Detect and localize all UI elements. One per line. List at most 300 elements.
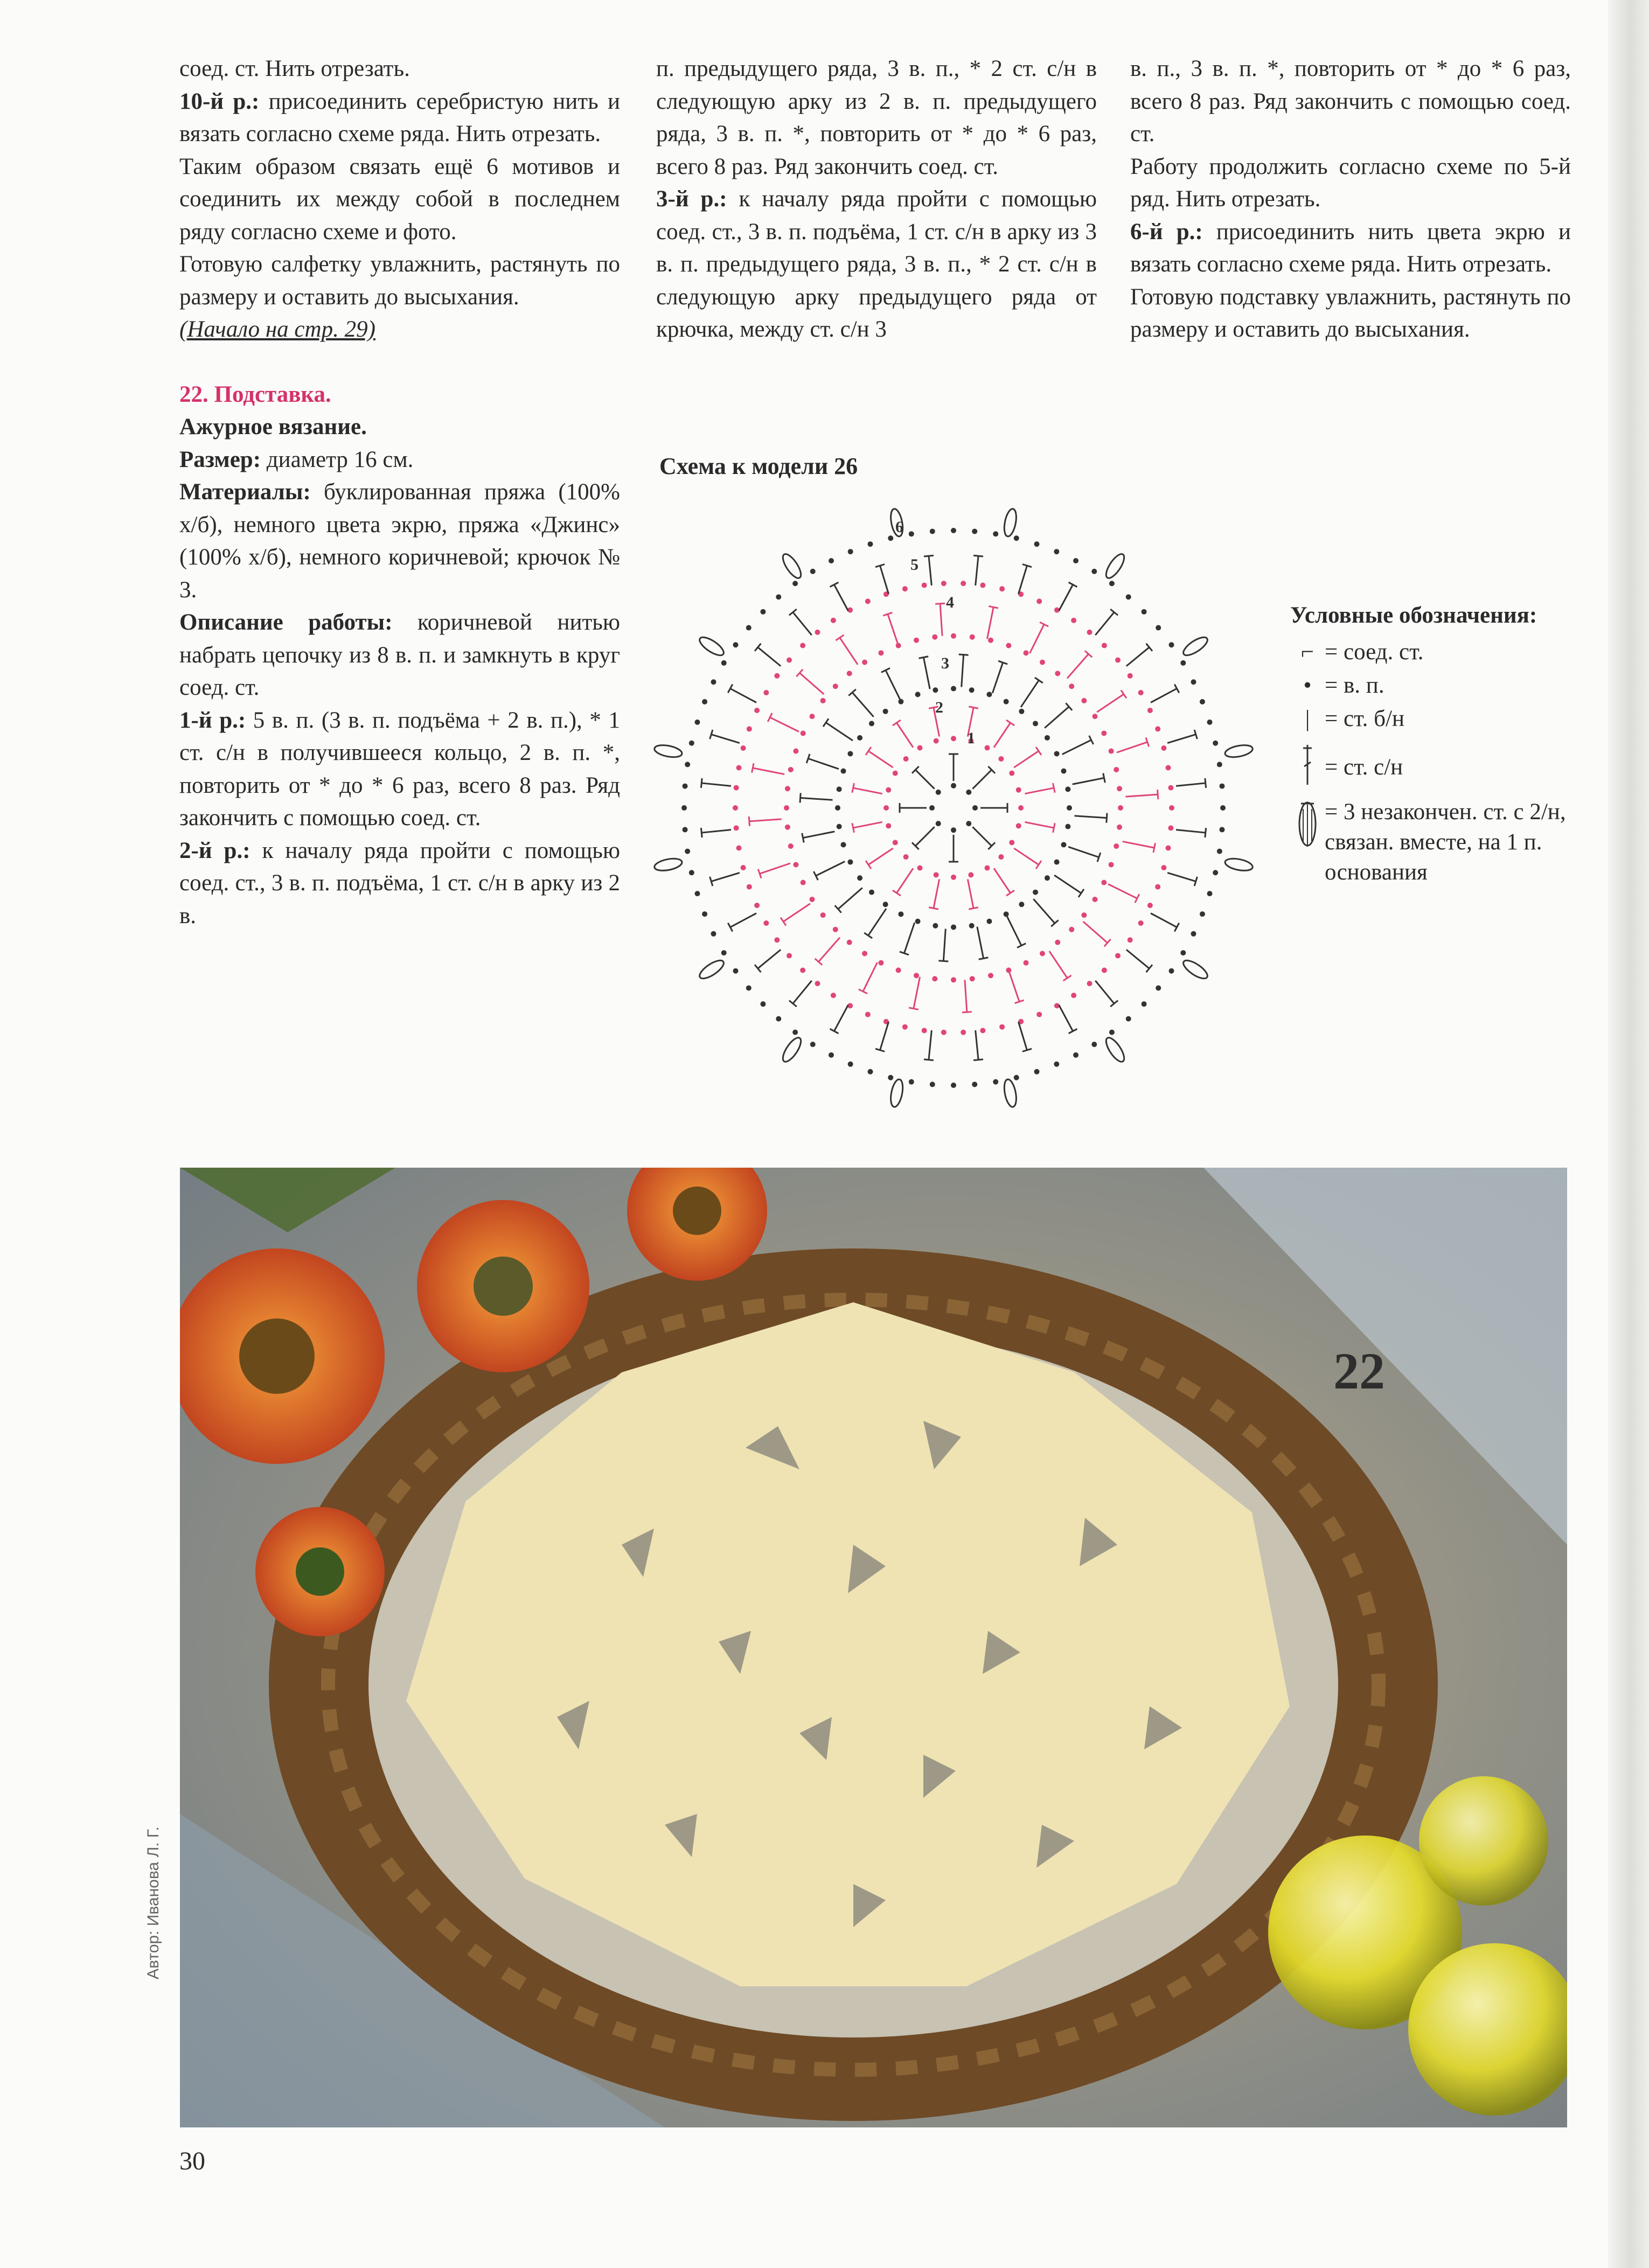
legend-dc-text: = ст. с/н (1325, 755, 1403, 780)
chain-mark (1087, 981, 1093, 986)
dc-mark (1121, 690, 1126, 698)
dc-mark (1007, 917, 1022, 946)
chain-mark (1207, 720, 1213, 725)
dc-mark (818, 938, 840, 962)
chain-mark (741, 865, 746, 870)
dc-mark (808, 758, 839, 769)
dc-mark (1151, 688, 1177, 702)
chain-mark (747, 726, 752, 731)
dc-mark (866, 747, 871, 755)
dc-mark (959, 654, 969, 655)
diagram-row-label-4: 4 (946, 594, 954, 611)
description-paragraph (179, 606, 620, 704)
chain-mark (1142, 609, 1147, 615)
coaster-photo (180, 1168, 1567, 2127)
chain-mark (1014, 535, 1019, 541)
dc-mark (840, 638, 858, 665)
chain-mark (1200, 699, 1205, 704)
dc-mark (1025, 822, 1054, 828)
double-crochet-icon (1290, 743, 1325, 794)
chain-mark (951, 686, 956, 692)
page-number: 30 (179, 2147, 205, 2175)
legend-row-chain (1290, 671, 1592, 701)
chain-mark (1147, 903, 1153, 908)
dc-mark (1036, 861, 1041, 869)
chain-mark (1091, 569, 1097, 574)
chain-mark (763, 920, 769, 926)
dc-mark (1176, 830, 1206, 833)
chain-mark (1101, 730, 1107, 736)
chain-mark (1217, 762, 1222, 767)
cluster-mark (1103, 1035, 1128, 1064)
dc-mark (1006, 720, 1014, 725)
chain-mark (903, 756, 909, 762)
chain-mark (1054, 549, 1059, 554)
dc-mark (976, 1030, 978, 1060)
chain-mark (746, 625, 752, 631)
row10-paragraph (179, 86, 620, 151)
row3-paragraph (656, 183, 1097, 346)
dc-mark (1014, 848, 1039, 865)
chain-mark (792, 581, 798, 586)
chain-mark (985, 866, 990, 871)
dc-mark (758, 647, 781, 666)
chain-mark (1014, 1075, 1019, 1080)
chain-mark (1155, 884, 1160, 890)
chain-mark (951, 736, 956, 741)
row1-text: 5 в. п. (3 в. п. подъёма + 2 в. п.), * 1 ст. с/н в получившееся кольцо, 2 в. п. *, повторить от * до * 6 раз, всего 8 раз. Ряд закончить с помощью соед. ст. (179, 707, 620, 831)
chain-mark (694, 720, 700, 725)
dc-mark (1021, 680, 1039, 707)
chain-mark (930, 1081, 935, 1087)
chain-mark (1006, 643, 1011, 648)
dc-mark (760, 863, 790, 874)
chain-mark (909, 1079, 914, 1085)
chain-mark (988, 638, 993, 643)
dc-mark (893, 890, 901, 896)
dc-mark (803, 832, 834, 838)
dc-mark (1103, 773, 1105, 783)
materials-text: буклированная пряжа (100% х/б), немного цвета экрю, пряжа «Джинс» (100% х/б), немного коричневой; крючок № 3. (179, 479, 620, 603)
chain-mark (847, 671, 852, 676)
chain-mark (1054, 860, 1060, 865)
dc-mark (752, 763, 754, 773)
dc-mark (838, 888, 862, 909)
chain-mark (980, 583, 985, 588)
dc-mark (834, 584, 848, 611)
finish-coaster-paragraph: Готовую подставку увлажнить, растянуть по размеру и оставить до высыхания. (1130, 284, 1571, 342)
diagram-row-label-2: 2 (935, 699, 943, 716)
chain-mark (1147, 708, 1153, 713)
chain-mark (1045, 875, 1050, 881)
chain-mark (886, 787, 891, 793)
chain-mark (1055, 671, 1060, 676)
chain-mark (1168, 785, 1173, 791)
dc-mark (793, 981, 812, 1004)
chain-mark (1118, 805, 1123, 811)
chain-mark (793, 862, 798, 867)
cluster-mark (780, 552, 804, 581)
chain-mark (760, 609, 766, 615)
dc-mark (1097, 694, 1124, 712)
dc-mark (749, 819, 782, 821)
row2-text: к началу ряда пройти с помощью соед. ст., 3 в. п. подъёма, 1 ст. с/н в арку из 2 в. (179, 838, 620, 929)
dc-mark (1030, 624, 1045, 653)
chain-mark (1036, 598, 1042, 604)
chain-mark (810, 897, 815, 902)
dc-mark (1123, 841, 1154, 848)
chain-mark (1009, 840, 1014, 845)
chain-mark (865, 1012, 871, 1017)
chain-mark (776, 1016, 781, 1022)
chain-mark (810, 569, 816, 574)
chain-mark (857, 735, 862, 741)
chain-mark (922, 1028, 927, 1033)
chain-mark (1092, 897, 1097, 902)
dc-mark (800, 793, 801, 802)
photo-model-number: 22 (1333, 1342, 1385, 1400)
dc-mark (924, 555, 934, 556)
chain-mark (902, 586, 908, 591)
chain-mark (1161, 745, 1166, 751)
dc-mark (783, 904, 810, 922)
chain-mark (917, 866, 923, 871)
row6-paragraph (1130, 216, 1571, 281)
chain-mark (972, 1081, 977, 1087)
chain-mark (847, 860, 853, 865)
chain-mark (878, 650, 883, 655)
dc-mark (935, 603, 945, 604)
dc-mark (863, 962, 878, 992)
dc-mark (915, 827, 934, 846)
chain-mark (1009, 771, 1014, 776)
chain-mark (1115, 953, 1121, 958)
dc-mark (896, 723, 913, 748)
chain-mark (711, 679, 716, 685)
chain-mark (800, 643, 805, 648)
dc-mark (896, 868, 913, 893)
diagram-row-label-6: 6 (895, 518, 903, 536)
chain-mark (1034, 1069, 1040, 1074)
slip-stitch-icon: ⌐ (1300, 639, 1314, 665)
dc-mark (962, 655, 964, 687)
single-crochet-icon: | (1305, 706, 1310, 731)
chain-mark (734, 785, 739, 791)
row10-text: присоединить серебристую нить и вязать согласно схеме ряда. Нить отрезать. (179, 88, 620, 146)
cluster-mark (1002, 508, 1018, 538)
chain-mark (970, 634, 975, 640)
chain-mark (998, 756, 1004, 762)
chain-mark (951, 924, 956, 930)
chain-mark (784, 805, 789, 811)
dc-mark (929, 1030, 931, 1060)
cluster-mark (780, 1035, 804, 1064)
chain-mark (1069, 927, 1074, 932)
scheme-caption: Схема к модели 26 (659, 453, 858, 479)
row3-label: 3-й р.: (656, 186, 727, 212)
chain-mark (835, 805, 840, 811)
chain-mark (902, 1024, 908, 1030)
legend (1290, 601, 1592, 891)
chain-mark (1045, 735, 1050, 741)
text-column-2 (656, 53, 1097, 346)
chain-mark (1156, 625, 1161, 631)
chain-mark (914, 973, 919, 978)
dc-mark (929, 556, 931, 585)
dc-mark (972, 827, 991, 846)
chain-mark (841, 769, 846, 774)
dc-mark (979, 958, 989, 960)
chain-mark (1024, 650, 1029, 655)
chain-mark (792, 1030, 798, 1035)
chain-mark (1213, 870, 1218, 875)
chain-mark (1101, 880, 1107, 885)
chain-mark (933, 923, 938, 929)
dc-mark (972, 770, 991, 788)
chain-mark (793, 749, 798, 754)
chain-mark (815, 630, 820, 635)
chain-mark (734, 825, 739, 831)
dc-mark (1117, 742, 1147, 752)
chain-mark (1128, 673, 1133, 679)
dc-mark (1205, 828, 1206, 838)
chain-mark (986, 692, 992, 697)
dc-mark (888, 614, 898, 645)
chain-mark (736, 845, 742, 850)
materials-paragraph (179, 476, 620, 606)
dc-mark (711, 735, 740, 743)
begin-reference[interactable]: (Начало на стр. 29) (179, 317, 375, 342)
chain-mark (936, 821, 941, 826)
cluster-mark (889, 1078, 905, 1108)
cluster-mark (1181, 957, 1210, 982)
chain-mark (862, 951, 867, 956)
chain-mark (1117, 786, 1122, 791)
dc-mark (929, 908, 938, 910)
chain-mark (966, 821, 971, 826)
dc-mark (976, 556, 978, 585)
chain-mark (785, 786, 790, 791)
dc-mark (864, 933, 872, 938)
chain-mark (774, 937, 780, 943)
chain-mark (683, 827, 688, 832)
chain-mark (681, 805, 687, 811)
dc-mark (1095, 612, 1114, 636)
dc-mark (1095, 981, 1114, 1004)
chain-mark (1168, 825, 1173, 831)
text-column-3 (1130, 53, 1571, 346)
dc-mark (977, 927, 984, 959)
chain-mark (1169, 805, 1174, 811)
chain-mark (1102, 968, 1107, 973)
chain-mark (702, 911, 707, 917)
dc-mark (1009, 971, 1019, 1002)
dc-mark (853, 788, 882, 794)
chain-mark (1036, 1012, 1042, 1017)
chain-mark (888, 535, 893, 541)
legend-row-slip (1290, 637, 1592, 667)
dc-mark (1083, 922, 1108, 943)
chain-mark (685, 849, 690, 854)
chain-mark (893, 840, 898, 845)
row6-label: 6-й р.: (1130, 219, 1203, 245)
row1-label: 1-й р.: (179, 707, 246, 733)
chain-mark (951, 827, 956, 833)
chain-mark (787, 953, 792, 958)
row1-paragraph (179, 704, 620, 835)
dc-mark (1035, 678, 1043, 683)
finish-napkin-paragraph: Готовую салфетку увлажнить, растянуть по размеру и оставить до высыхания. (179, 252, 620, 310)
diagram-row-label-1: 1 (967, 729, 975, 747)
dc-mark (1205, 778, 1206, 788)
chain-mark (1219, 827, 1224, 832)
chain-mark (829, 1052, 834, 1058)
chain-mark (721, 660, 727, 666)
chain-mark (1019, 902, 1024, 907)
crochet-diagram (641, 490, 1266, 1126)
chain-mark (837, 824, 842, 829)
chain-mark (1213, 741, 1218, 746)
col1-line1: соед. ст. Нить отрезать. (179, 56, 410, 81)
dc-mark (1126, 950, 1150, 968)
cluster-mark (653, 743, 683, 759)
dc-mark (904, 923, 914, 953)
dc-mark (943, 929, 945, 961)
chain-mark (787, 658, 792, 663)
dc-mark (852, 693, 874, 717)
chain-mark (1109, 862, 1114, 867)
chain-mark (898, 699, 903, 704)
materials-label: Материалы: (179, 479, 311, 505)
chain-mark (1161, 865, 1166, 870)
chain-mark (733, 642, 738, 647)
chain-mark (951, 875, 956, 880)
chain-mark (1055, 940, 1060, 945)
chain-mark (1087, 630, 1093, 635)
dc-mark (1167, 873, 1196, 881)
dc-mark (973, 555, 983, 556)
chain-mark (711, 931, 716, 937)
diagram-row-label-3: 3 (941, 654, 949, 672)
chain-mark (1165, 765, 1171, 771)
dc-mark (973, 1059, 983, 1060)
chain-mark (869, 890, 874, 895)
dc-mark (1053, 783, 1055, 793)
chain-mark (763, 690, 769, 695)
chain-mark (930, 529, 935, 534)
chain-mark (733, 968, 738, 974)
chain-mark (1004, 911, 1009, 917)
chain-mark (878, 960, 883, 966)
dc-mark (1068, 847, 1099, 857)
chain-mark (1092, 714, 1097, 719)
chain-mark (1114, 767, 1119, 772)
chain-mark (993, 531, 998, 536)
dc-mark (1151, 913, 1177, 927)
chain-mark (702, 699, 707, 704)
cluster-stitch-icon (1290, 797, 1325, 864)
cluster-mark (1181, 634, 1210, 659)
dc-mark (1126, 647, 1150, 666)
chain-mark (909, 531, 914, 536)
dc-mark (1025, 788, 1054, 794)
col2-paragraph1: п. предыдущего ряда, 3 в. п., * 2 ст. с/н в следующую арку из 2 в. п. предыдущего ряда, 3 в. п. *, повторить от * до * 6 раз, всего 8 раз. Ряд закончить соед. ст. (656, 56, 1097, 179)
legend-row-dc (1290, 743, 1592, 794)
chain-mark (788, 843, 794, 849)
dc-mark (816, 862, 845, 876)
dc-mark (1054, 875, 1081, 893)
cluster-mark (1224, 743, 1254, 759)
chain-mark (980, 1028, 985, 1033)
chain-mark (934, 738, 939, 744)
chain-mark (951, 977, 956, 982)
chain-mark (1200, 911, 1205, 917)
chain-mark (800, 968, 805, 973)
legend-row-sc (1290, 704, 1592, 734)
chain-mark (1071, 618, 1076, 623)
col3-paragraph1: в. п., 3 в. п. *, повторить от * до * 6 раз, всего 8 раз. Ряд закончить с помощью соед. ст. (1130, 56, 1571, 146)
chain-mark (972, 529, 977, 534)
dc-mark (802, 833, 804, 843)
chain-mark (1065, 824, 1070, 829)
chain-mark (760, 1001, 766, 1007)
chain-mark (1180, 660, 1186, 666)
size-text: диаметр 16 см. (261, 446, 414, 472)
dc-mark (826, 723, 853, 741)
dc-mark (701, 828, 702, 838)
dc-mark (701, 783, 731, 786)
dc-mark (880, 1022, 889, 1050)
dc-mark (1059, 584, 1073, 611)
chain-mark (847, 940, 852, 945)
dc-mark (834, 1005, 848, 1031)
legend-row-cluster (1290, 797, 1592, 888)
technique-heading: Ажурное вязание. (179, 414, 367, 439)
dc-mark (1006, 890, 1014, 896)
dc-mark (701, 830, 731, 833)
chain-mark (893, 771, 898, 776)
chain-mark (867, 1069, 873, 1074)
chain-mark (833, 927, 838, 932)
chain-mark (689, 870, 694, 875)
chain-mark (831, 618, 836, 623)
chain-mark (1069, 683, 1074, 689)
dc-mark (1018, 1022, 1027, 1050)
dc-mark (1079, 889, 1084, 897)
chain-mark (883, 805, 889, 811)
dc-mark (1045, 707, 1069, 728)
dc-mark (968, 879, 973, 908)
chain-mark (785, 825, 790, 830)
chain-mark (1180, 950, 1186, 955)
chain-mark (1016, 823, 1021, 828)
cluster-mark (697, 957, 726, 982)
row6-text: присоединить нить цвета экрю и вязать согласно схеме ряда. Нить отрезать. (1130, 219, 1571, 277)
chain-mark (1191, 931, 1196, 937)
chain-mark (932, 976, 937, 981)
chain-mark (915, 919, 921, 924)
chain-mark (1169, 642, 1174, 647)
chain-mark (915, 692, 921, 697)
chain-mark (985, 745, 990, 750)
dc-mark (793, 612, 812, 636)
chain-mark (1016, 787, 1021, 793)
chain-mark (961, 1030, 966, 1035)
dc-mark (1153, 843, 1156, 853)
size-label: Размер: (179, 446, 261, 472)
dc-mark (940, 604, 942, 636)
dc-mark (987, 607, 993, 639)
